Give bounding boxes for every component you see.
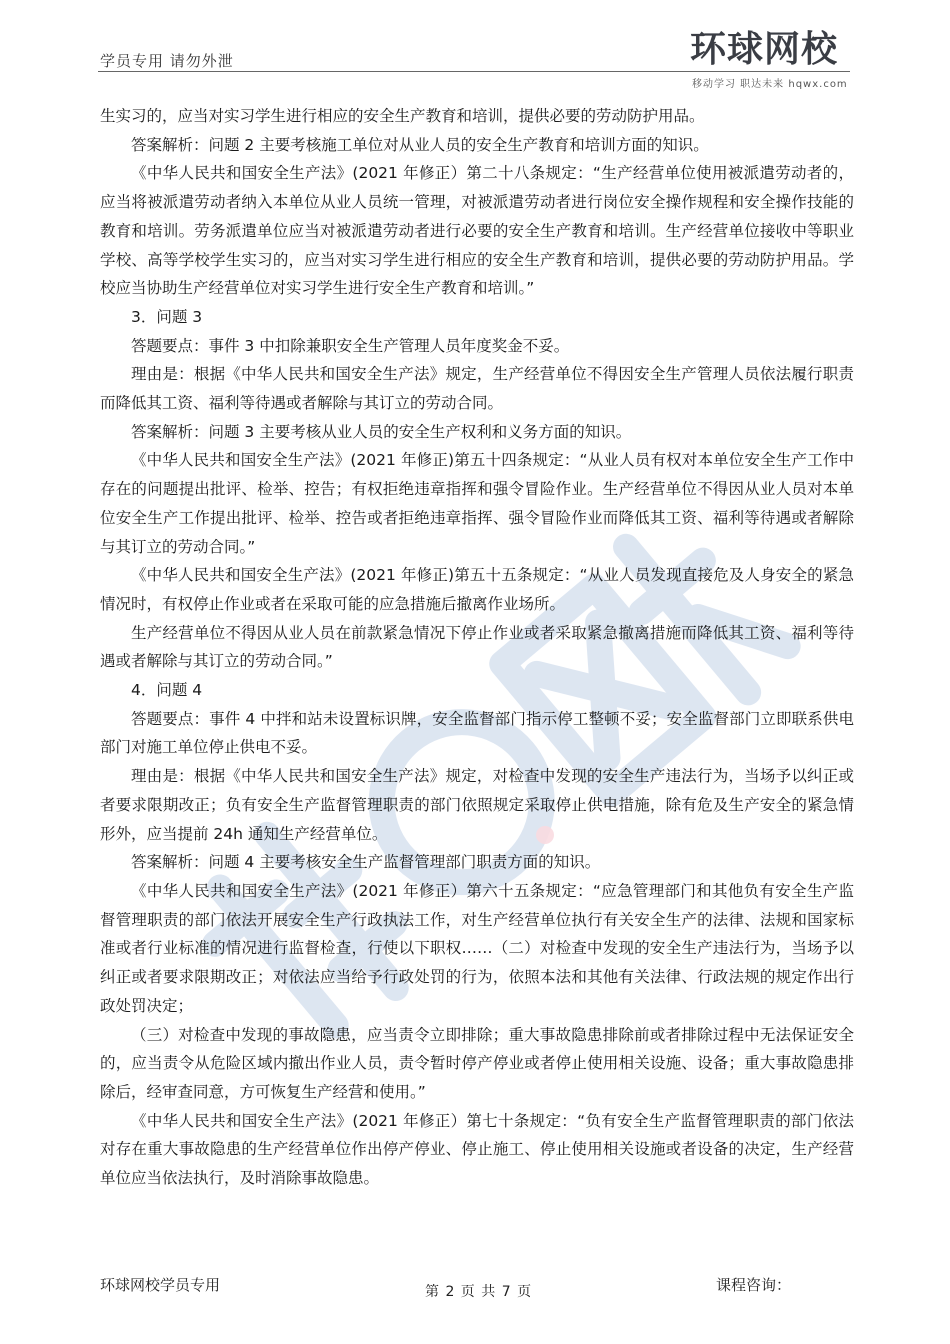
logo-slogan: 移动学习 职达未来 hqwx.com: [692, 79, 848, 90]
paragraph: 《中华人民共和国安全生产法》(2021 年修正）第六十五条规定：“应急管理部门和其他负有安全生产监督管理职责的部门依法开展安全生产行政执法工作，对生产经营单位执行有关安全生产的法律、法规和国家标准或者行业标准的情况进行监督检查，行使以下职权……（二）对检查中发现的安全生产违法行为，当场予以纠正或者要求限期改正；对依法应当给予行政处罚的行为，依照本法和其他有关法律、行政法规的规定作出行政处罚决定；: [100, 881, 854, 1015]
paragraph: 生实习的，应当对实习学生进行相应的安全生产教育和培训，提供必要的劳动防护用品。: [100, 107, 705, 125]
paragraph: 答案解析：问题 4 主要考核安全生产监督管理部门职责方面的知识。: [131, 853, 601, 872]
paragraph: 《中华人民共和国安全生产法》(2021 年修正)第五十四条规定：“从业人员有权对本单位安全生产工作中存在的问题提出批评、检举、控告；有权拒绝违章指挥和强令冒险作业。生产经营单位不得因从业人员对本单位安全生产工作提出批评、检举、控告或者拒绝违章指挥、强令冒险作业而降低其工资、福利等待遇或者解除与其订立的劳动合同。”: [100, 451, 854, 556]
paragraph: 生产经营单位不得因从业人员在前款紧急情况下停止作业或者采取紧急撤离措施而降低其工资、福利等待遇或者解除与其订立的劳动合同。”: [100, 623, 854, 671]
course-consult-label: 课程咨询：: [716, 1276, 792, 1294]
footer-label: 环球网校学员专用: [100, 1276, 221, 1294]
paragraph: 理由是：根据《中华人民共和国安全生产法》规定，生产经营单位不得因安全生产管理人员依法履行职责而降低其工资、福利等待遇或者解除与其订立的劳动合同。: [100, 365, 854, 413]
brand-logo: [690, 28, 865, 92]
page-header: [0, 0, 950, 100]
paragraph: （三）对检查中发现的事故隐患，应当责令立即排除；重大事故隐患排除前或者排除过程中无法保证安全的，应当责令从危险区域内撤出作业人员，责令暂时停产停业或者停止使用相关设施、设备；重大事故隐患排除后，经审查同意，方可恢复生产经营和使用。”: [100, 1025, 854, 1101]
page-number: 第 2 页 共 7 页: [425, 1284, 533, 1300]
paragraph: 理由是：根据《中华人民共和国安全生产法》规定，对检查中发现的安全生产违法行为，当场予以纠正或者要求限期改正；负有安全生产监督管理职责的部门依照规定采取停止供电措施，除有危及生产安全的紧急情形外，应当提前 24h 通知生产经营单位。: [100, 767, 854, 843]
logo-wordmark: 环球网校: [690, 29, 839, 70]
paragraph: 《中华人民共和国安全生产法》(2021 年修正）第七十条规定：“负有安全生产监督管理职责的部门依法对存在重大事故隐患的生产经营单位作出停产停业、停止施工、停止使用相关设施或者设备的决定，生产经营单位应当依法执行，及时消除事故隐患。: [100, 1111, 854, 1188]
paragraph: 答题要点：事件 3 中扣除兼职安全生产管理人员年度奖金不妥。: [131, 336, 570, 355]
document-body: [100, 102, 854, 1193]
paragraph: 答题要点：事件 4 中拌和站未设置标识牌，安全监督部门指示停工整顿不妥；安全监督部门立即联系供电部门对施工单位停止供电不妥。: [100, 709, 854, 757]
paragraph: 《中华人民共和国安全生产法》(2021 年修正）第二十八条规定：“生产经营单位使用被派遣劳动者的，应当将被派遣劳动者纳入本单位从业人员统一管理，对被派遣劳动者进行岗位安全操作规程和安全操作技能的教育和培训。劳务派遣单位应当对被派遣劳动者进行必要的安全生产教育和培训。生产经营单位接收中等职业学校、高等学校学生实习的，应当对实习学生进行相应的安全生产教育和培训，提供必要的劳动防护用品。学校应当协助生产经营单位对实习学生进行安全生产教育和培训。”: [100, 164, 854, 298]
paragraph: 答案解析：问题 2 主要考核施工单位对从业人员的安全生产教育和培训方面的知识。: [131, 135, 709, 154]
paragraph: 4．问题 4: [131, 681, 203, 700]
page-footer: [0, 1270, 950, 1310]
paragraph: 答案解析：问题 3 主要考核从业人员的安全生产权利和义务方面的知识。: [131, 422, 632, 441]
header-notice: 学员专用 请勿外泄: [100, 52, 234, 70]
paragraph: 《中华人民共和国安全生产法》(2021 年修正)第五十五条规定：“从业人员发现直接危及人身安全的紧急情况时，有权停止作业或者在采取可能的应急措施后撤离作业场所。: [100, 566, 854, 613]
paragraph: 3．问题 3: [131, 307, 203, 326]
